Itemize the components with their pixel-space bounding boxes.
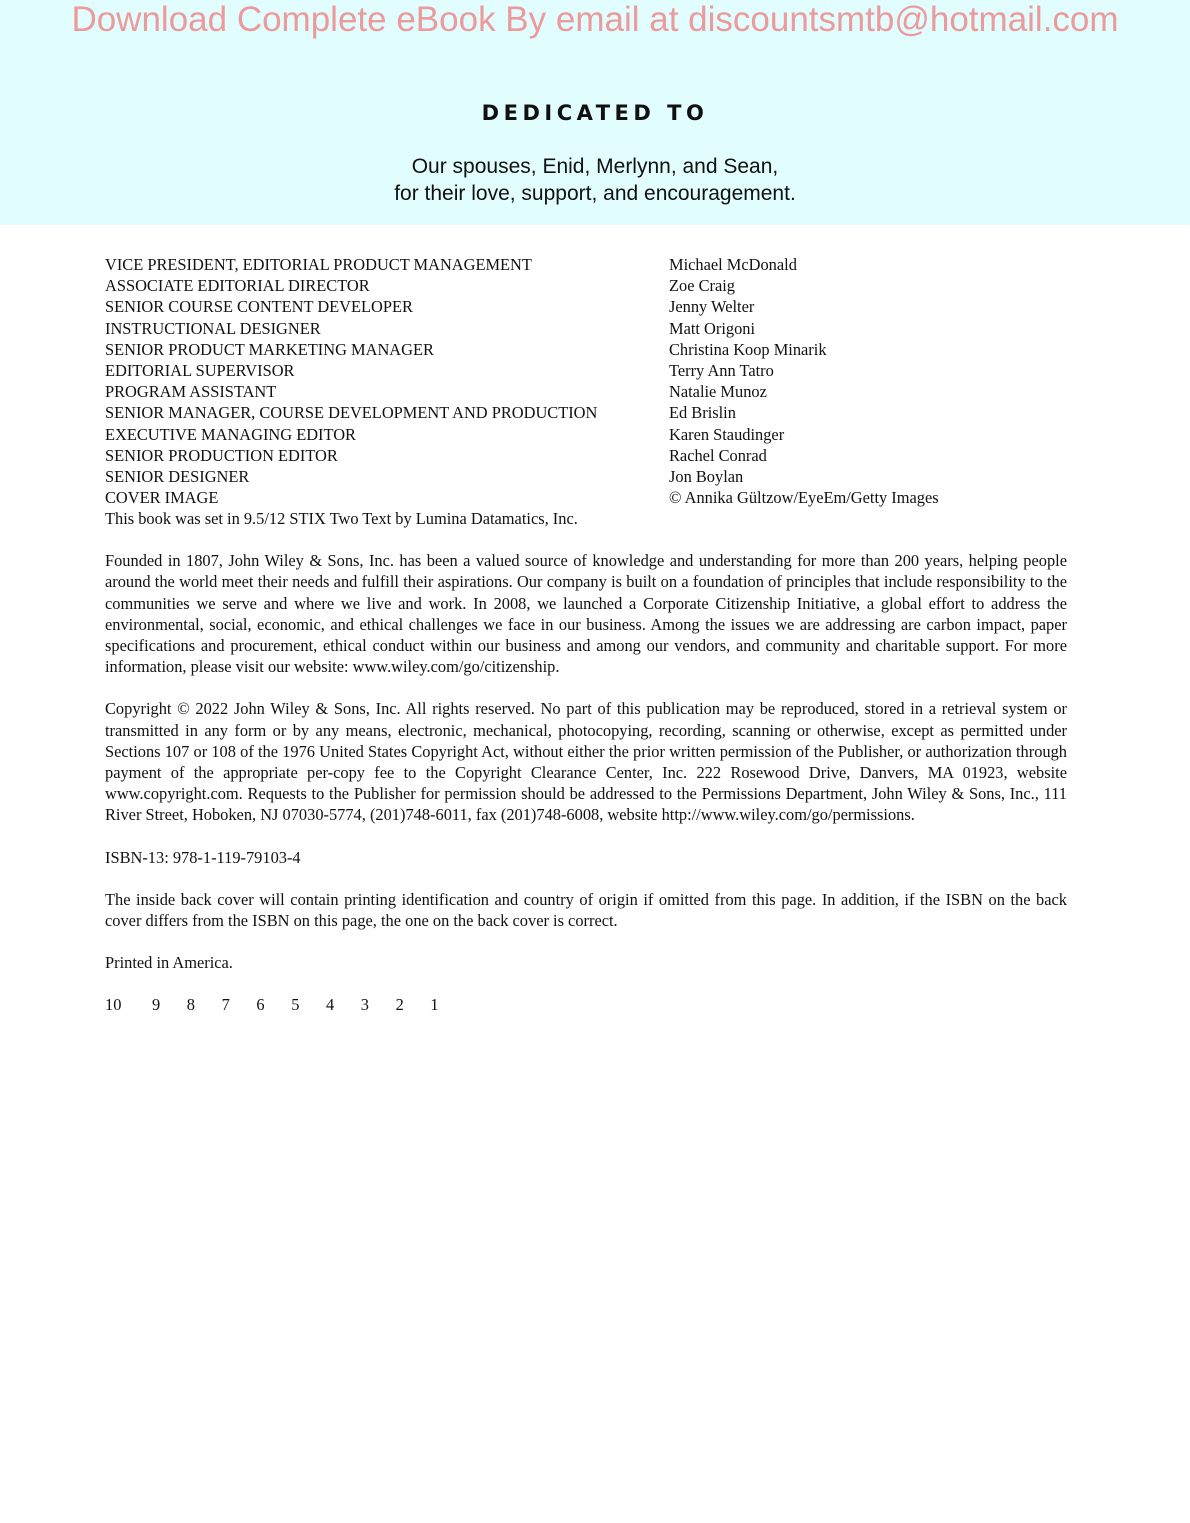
credit-row <box>105 254 1067 275</box>
credit-role: SENIOR COURSE CONTENT DEVELOPER <box>105 297 413 317</box>
credit-role: EDITORIAL SUPERVISOR <box>105 360 295 380</box>
dedication-text <box>0 153 1190 207</box>
printing-number: 6 <box>256 995 265 1015</box>
credit-row <box>105 445 1067 466</box>
credit-role: COVER IMAGE <box>105 488 219 508</box>
printing-number: 8 <box>186 995 195 1015</box>
about-wiley-paragraph: Founded in 1807, John Wiley & Sons, Inc. has been a valued source of knowledge and understanding for more than 200 years, helping people around the world meet their needs and fulfill their aspirations. Our company is built on a foundation of principles that include responsibility to the communities we serve and where we live and work. In 2008, we launched a Corporate Citizenship Initiative, a global effort to address the environmental, social, economic, and ethical challenges we face in our business. Among the issues we are addressing are carbon impact, paper specifications and procurement, ethical conduct within our business and among our vendors, and community and charitable support. For more information, please visit our website: www.wiley.com/go/citizenship. <box>105 551 1067 677</box>
printing-number-line <box>105 994 1067 1015</box>
printing-number: 10 <box>105 995 122 1015</box>
printing-number: 4 <box>325 995 335 1015</box>
credit-role: SENIOR PRODUCTION EDITOR <box>105 445 338 465</box>
credit-name: © Annika Gültzow/EyeEm/Getty Images <box>669 488 939 508</box>
credit-name: Zoe Craig <box>669 276 735 296</box>
watermark-text: Download Complete eBook By email at discountsmtb@hotmail.com <box>71 0 1119 39</box>
main-content <box>105 254 1067 1016</box>
dedication-line-2: for their love, support, and encouragement. <box>394 182 796 205</box>
credit-row <box>105 275 1067 296</box>
credit-row <box>105 466 1067 487</box>
credit-role: SENIOR DESIGNER <box>105 466 250 486</box>
credit-role: SENIOR MANAGER, COURSE DEVELOPMENT AND PRODUCTION <box>105 403 598 423</box>
credit-name: Jon Boylan <box>669 466 744 486</box>
credit-role: VICE PRESIDENT, EDITORIAL PRODUCT MANAGEMENT <box>105 255 532 274</box>
dedication-title: DEDICATED TO <box>481 101 709 125</box>
printing-number: 5 <box>291 995 300 1015</box>
printed-line: Printed in America. <box>105 953 233 973</box>
credit-name: Ed Brislin <box>669 403 736 423</box>
copyright-paragraph: Copyright © 2022 John Wiley & Sons, Inc. All rights reserved. No part of this publication may be reproduced, stored in a retrieval system or transmitted in any form or by any means, electronic, mechanical, photocopying, recording, scanning or otherwise, except as permitted under Sections 107 or 108 of the 1976 United States Copyright Act, without either the prior written permission of the Publisher, or authorization through payment of the appropriate per-copy fee to the Copyright Clearance Center, Inc. 222 Rosewood Drive, Danvers, MA 01923, website www.copyright.com. Requests to the Publisher for permission should be addressed to the Permissions Department, John Wiley & Sons, Inc., 111 River Street, Hoboken, NJ 07030-5774, (201)748-6011, fax (201)748-6008, website http://www.wiley.com/go/permissions. <box>105 699 1067 825</box>
credit-name: Karen Staudinger <box>669 424 785 444</box>
credit-row <box>105 360 1067 381</box>
credit-row <box>105 296 1067 317</box>
isbn-line: ISBN-13: 978-1-119-79103-4 <box>105 847 301 867</box>
credit-row <box>105 318 1067 339</box>
credit-role: EXECUTIVE MANAGING EDITOR <box>105 424 356 444</box>
back-cover-note: The inside back cover will contain printing identification and country of origin if omitted from this page. In addition, if the ISBN on the back cover differs from the ISBN on this page, the one on the back cover is correct. <box>105 889 1067 931</box>
credit-role: INSTRUCTIONAL DESIGNER <box>105 318 321 338</box>
credit-role: PROGRAM ASSISTANT <box>105 382 277 402</box>
credit-role: ASSOCIATE EDITORIAL DIRECTOR <box>105 276 370 296</box>
typeset-note: This book was set in 9.5/12 STIX Two Text by Lumina Datamatics, Inc. <box>105 509 578 528</box>
credit-row <box>105 381 1067 402</box>
credit-row <box>105 424 1067 445</box>
credit-row <box>105 339 1067 360</box>
credit-name: Matt Origoni <box>669 318 756 338</box>
credit-role: SENIOR PRODUCT MARKETING MANAGER <box>105 339 434 359</box>
credits-list <box>105 254 1067 508</box>
printing-number: 7 <box>221 995 230 1015</box>
credit-name: Michael McDonald <box>669 255 797 274</box>
credit-row <box>105 487 1067 508</box>
dedication-line-1: Our spouses, Enid, Merlynn, and Sean, <box>411 155 779 178</box>
credit-name: Natalie Munoz <box>669 382 767 402</box>
credit-name: Jenny Welter <box>669 297 755 317</box>
printing-number: 9 <box>152 995 161 1015</box>
credit-name: Terry Ann Tatro <box>669 360 774 380</box>
printing-number: 1 <box>430 995 439 1015</box>
credit-name: Rachel Conrad <box>669 445 767 465</box>
printing-number: 2 <box>395 995 404 1015</box>
credit-name: Christina Koop Minarik <box>669 339 827 359</box>
printing-number: 3 <box>360 995 369 1015</box>
credit-row <box>105 402 1067 423</box>
